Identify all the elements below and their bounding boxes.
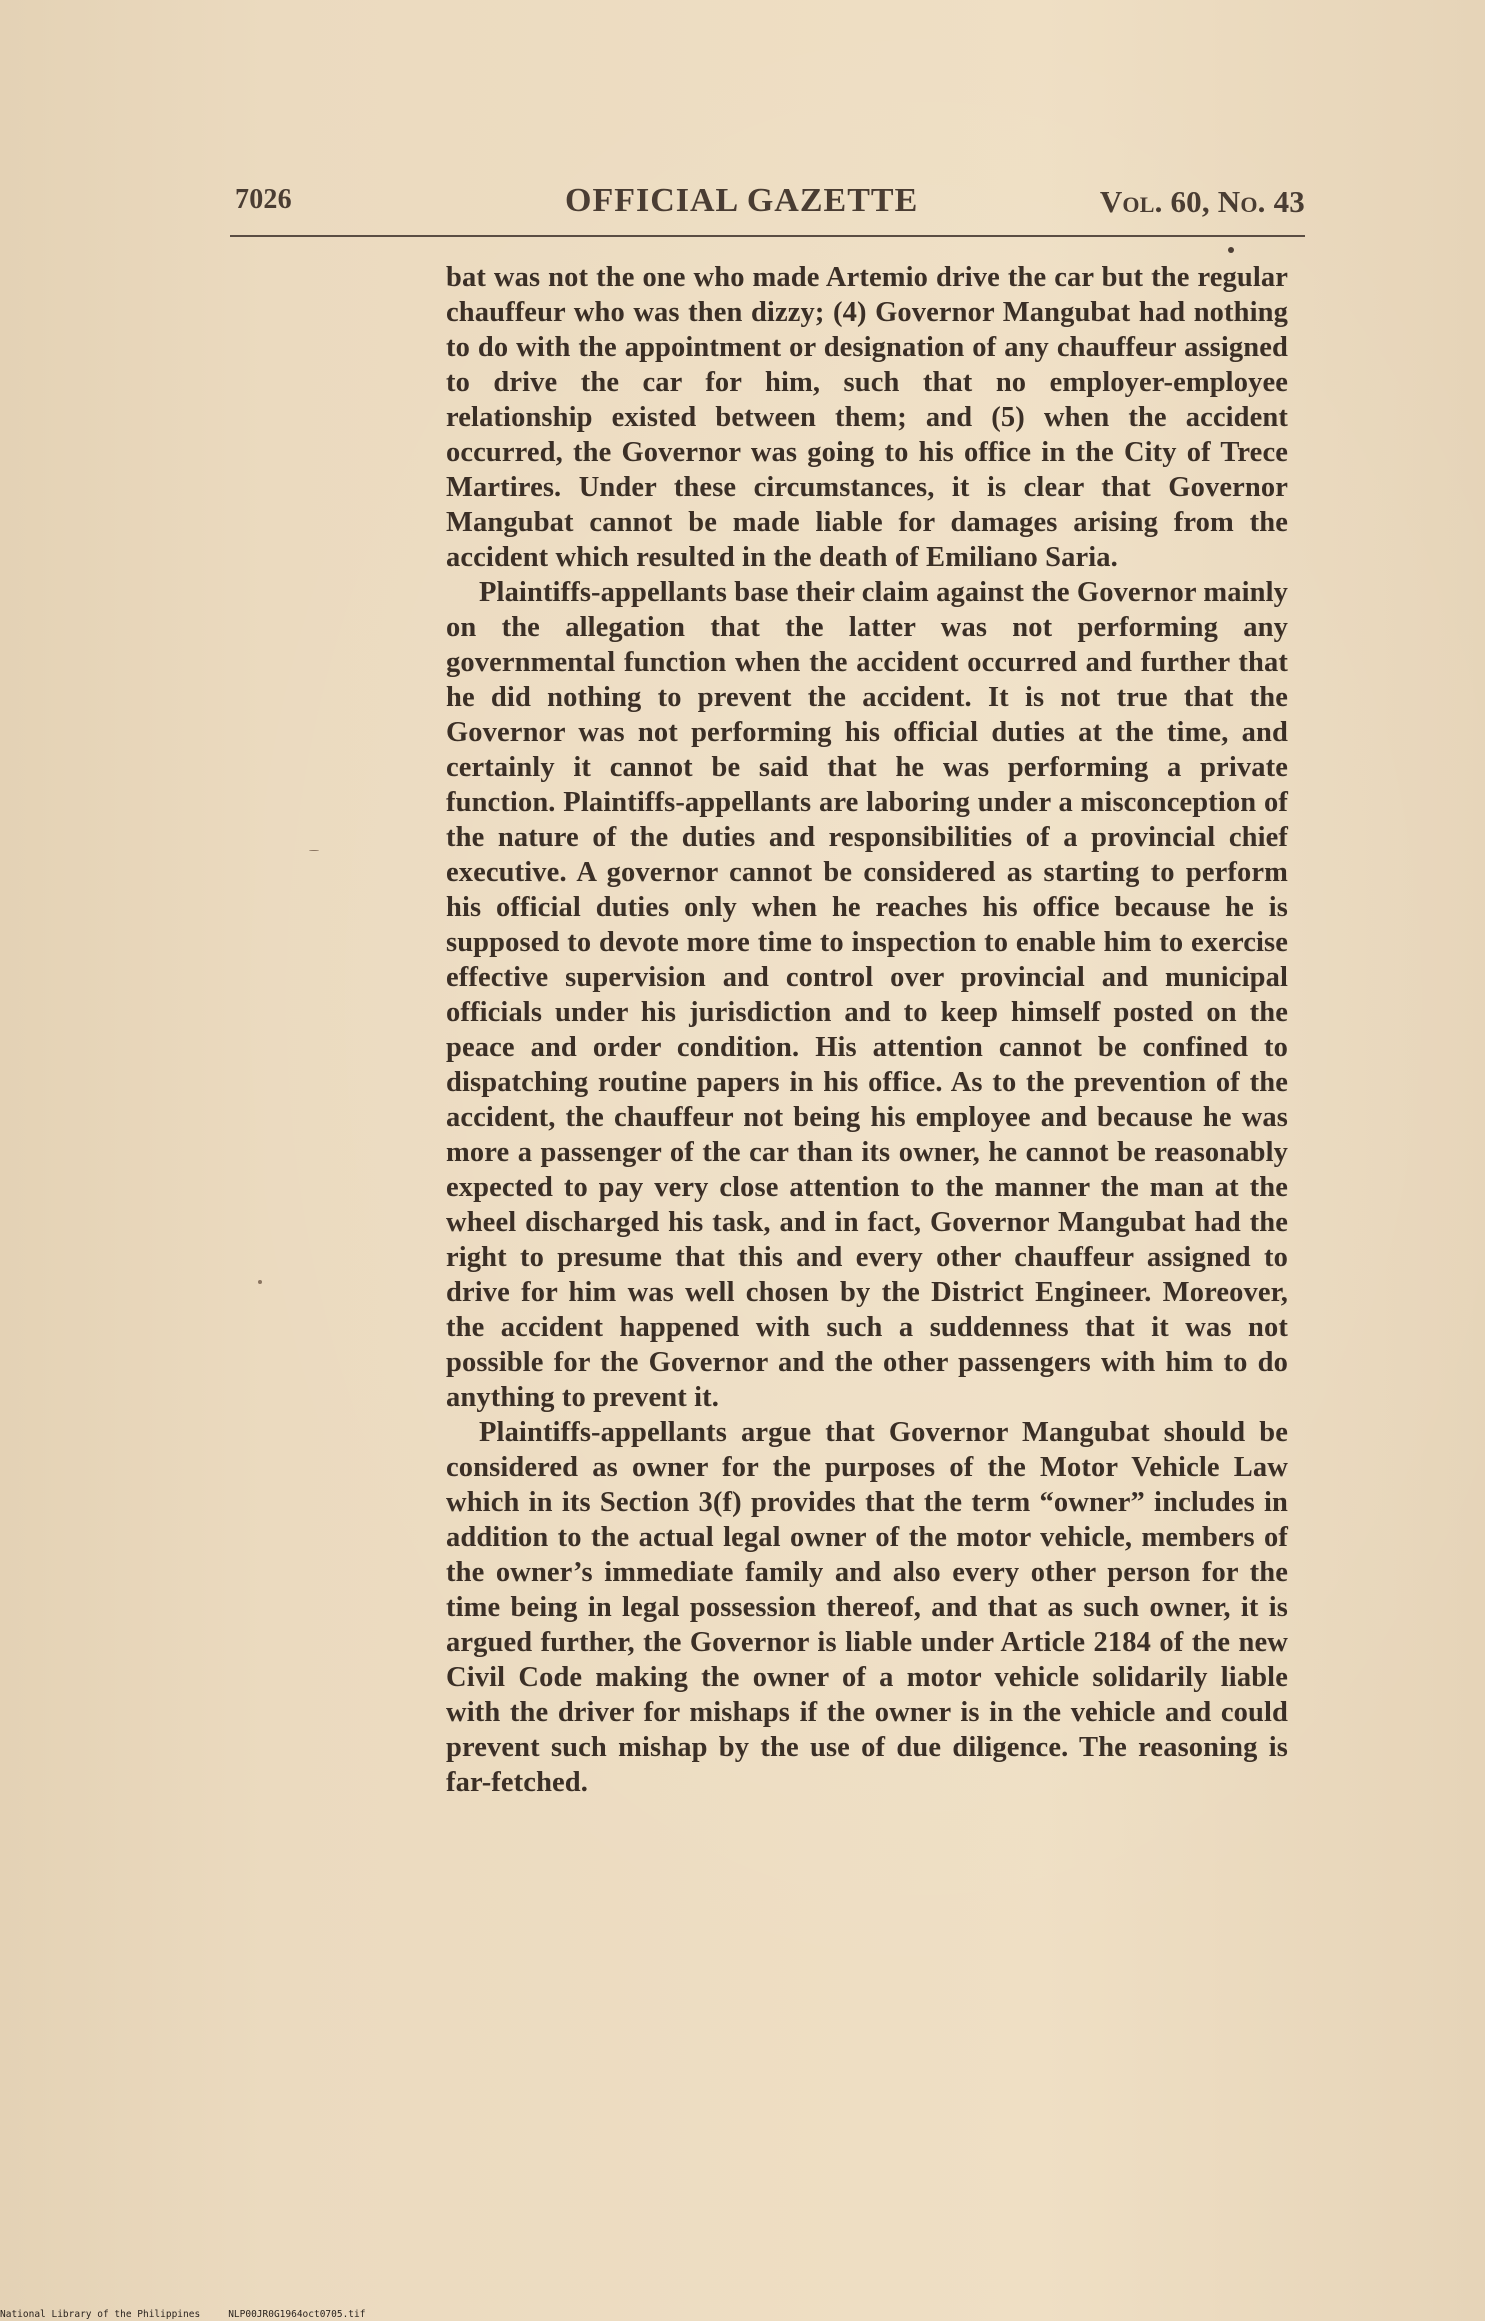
page-header <box>235 182 1305 234</box>
journal-title: OFFICIAL GAZETTE <box>565 182 919 219</box>
header-rule <box>230 235 1305 237</box>
volume-number: Vol. 60, No. 43 <box>1099 184 1305 219</box>
paragraph-1: bat was not the one who made Artemio drive the car but the regular chauffeur who was then dizzy; (4) Governor Mangubat had nothing to do with the appointment or designation of any chauffeur assigned to drive the car for him, such that no employer-employee relationship existed between them; and (5) when the accident occurred, the Governor was going to his office in the City of Trece Martires. Under these circumstances, it is clear that Governor Mangubat cannot be made liable for damages arising from the accident which resulted in the death of Emiliano Saria. <box>446 262 1288 573</box>
article-text <box>446 260 1288 1800</box>
paragraph-3: Plaintiffs-appellants argue that Governor Mangubat should be considered as owner for the purposes of the Motor Vehicle Law which in its Section 3(f) provides that the term “owner” includes in addition to the actual legal owner of the motor vehicle, members of the owner’s immediate family and also every other person for the time being in legal possession thereof, and that as such owner, it is argued further, the Governor is liable under Article 2184 of the new Civil Code making the owner of a motor vehicle solidarily liable with the driver for mishaps if the owner is in the vehicle and could prevent such mishap by the use of due diligence. The reasoning is far-fetched. <box>446 1417 1288 1798</box>
page-number: 7026 <box>235 184 292 215</box>
library-credit: National Library of the Philippines <box>0 2309 201 2320</box>
scan-footer <box>0 2309 365 2321</box>
paragraph-2: Plaintiffs-appellants base their claim against the Governor mainly on the allegation that the latter was not performing any governmental function when the accident occurred and further that he did nothing to prevent the accident. It is not true that the Governor was not performing his official duties at the time, and certainly it cannot be said that he was performing a private function. Plaintiffs-appellants are laboring under a misconception of the nature of the duties and responsibilities of a provincial chief executive. A governor cannot be considered as starting to perform his official duties only when he reaches his office because he is supposed to devote more time to inspection to enable him to exercise effective supervision and control over provincial and municipal officials under his jurisdiction and to keep himself posted on the peace and order condition. His attention cannot be confined to dispatching routine papers in his office. As to the prevention of the accident, the chauffeur not being his employee and because he was more a passenger of the car than its owner, he cannot be reasonably expected to pay very close attention to the manner the man at the wheel discharged his task, and in fact, Governor Mangubat had the right to presume that this and every other chauffeur assigned to drive for him was well chosen by the District Engineer. Moreover, the accident happened with such a suddenness that it was not possible for the Governor and the other passengers with him to do anything to prevent it. <box>446 577 1288 1413</box>
paper-speck <box>258 1280 262 1284</box>
print-mark <box>1228 247 1234 253</box>
file-name: NLP00JR0G1964oct0705.tif <box>228 2309 366 2320</box>
paper-mark <box>309 850 319 851</box>
